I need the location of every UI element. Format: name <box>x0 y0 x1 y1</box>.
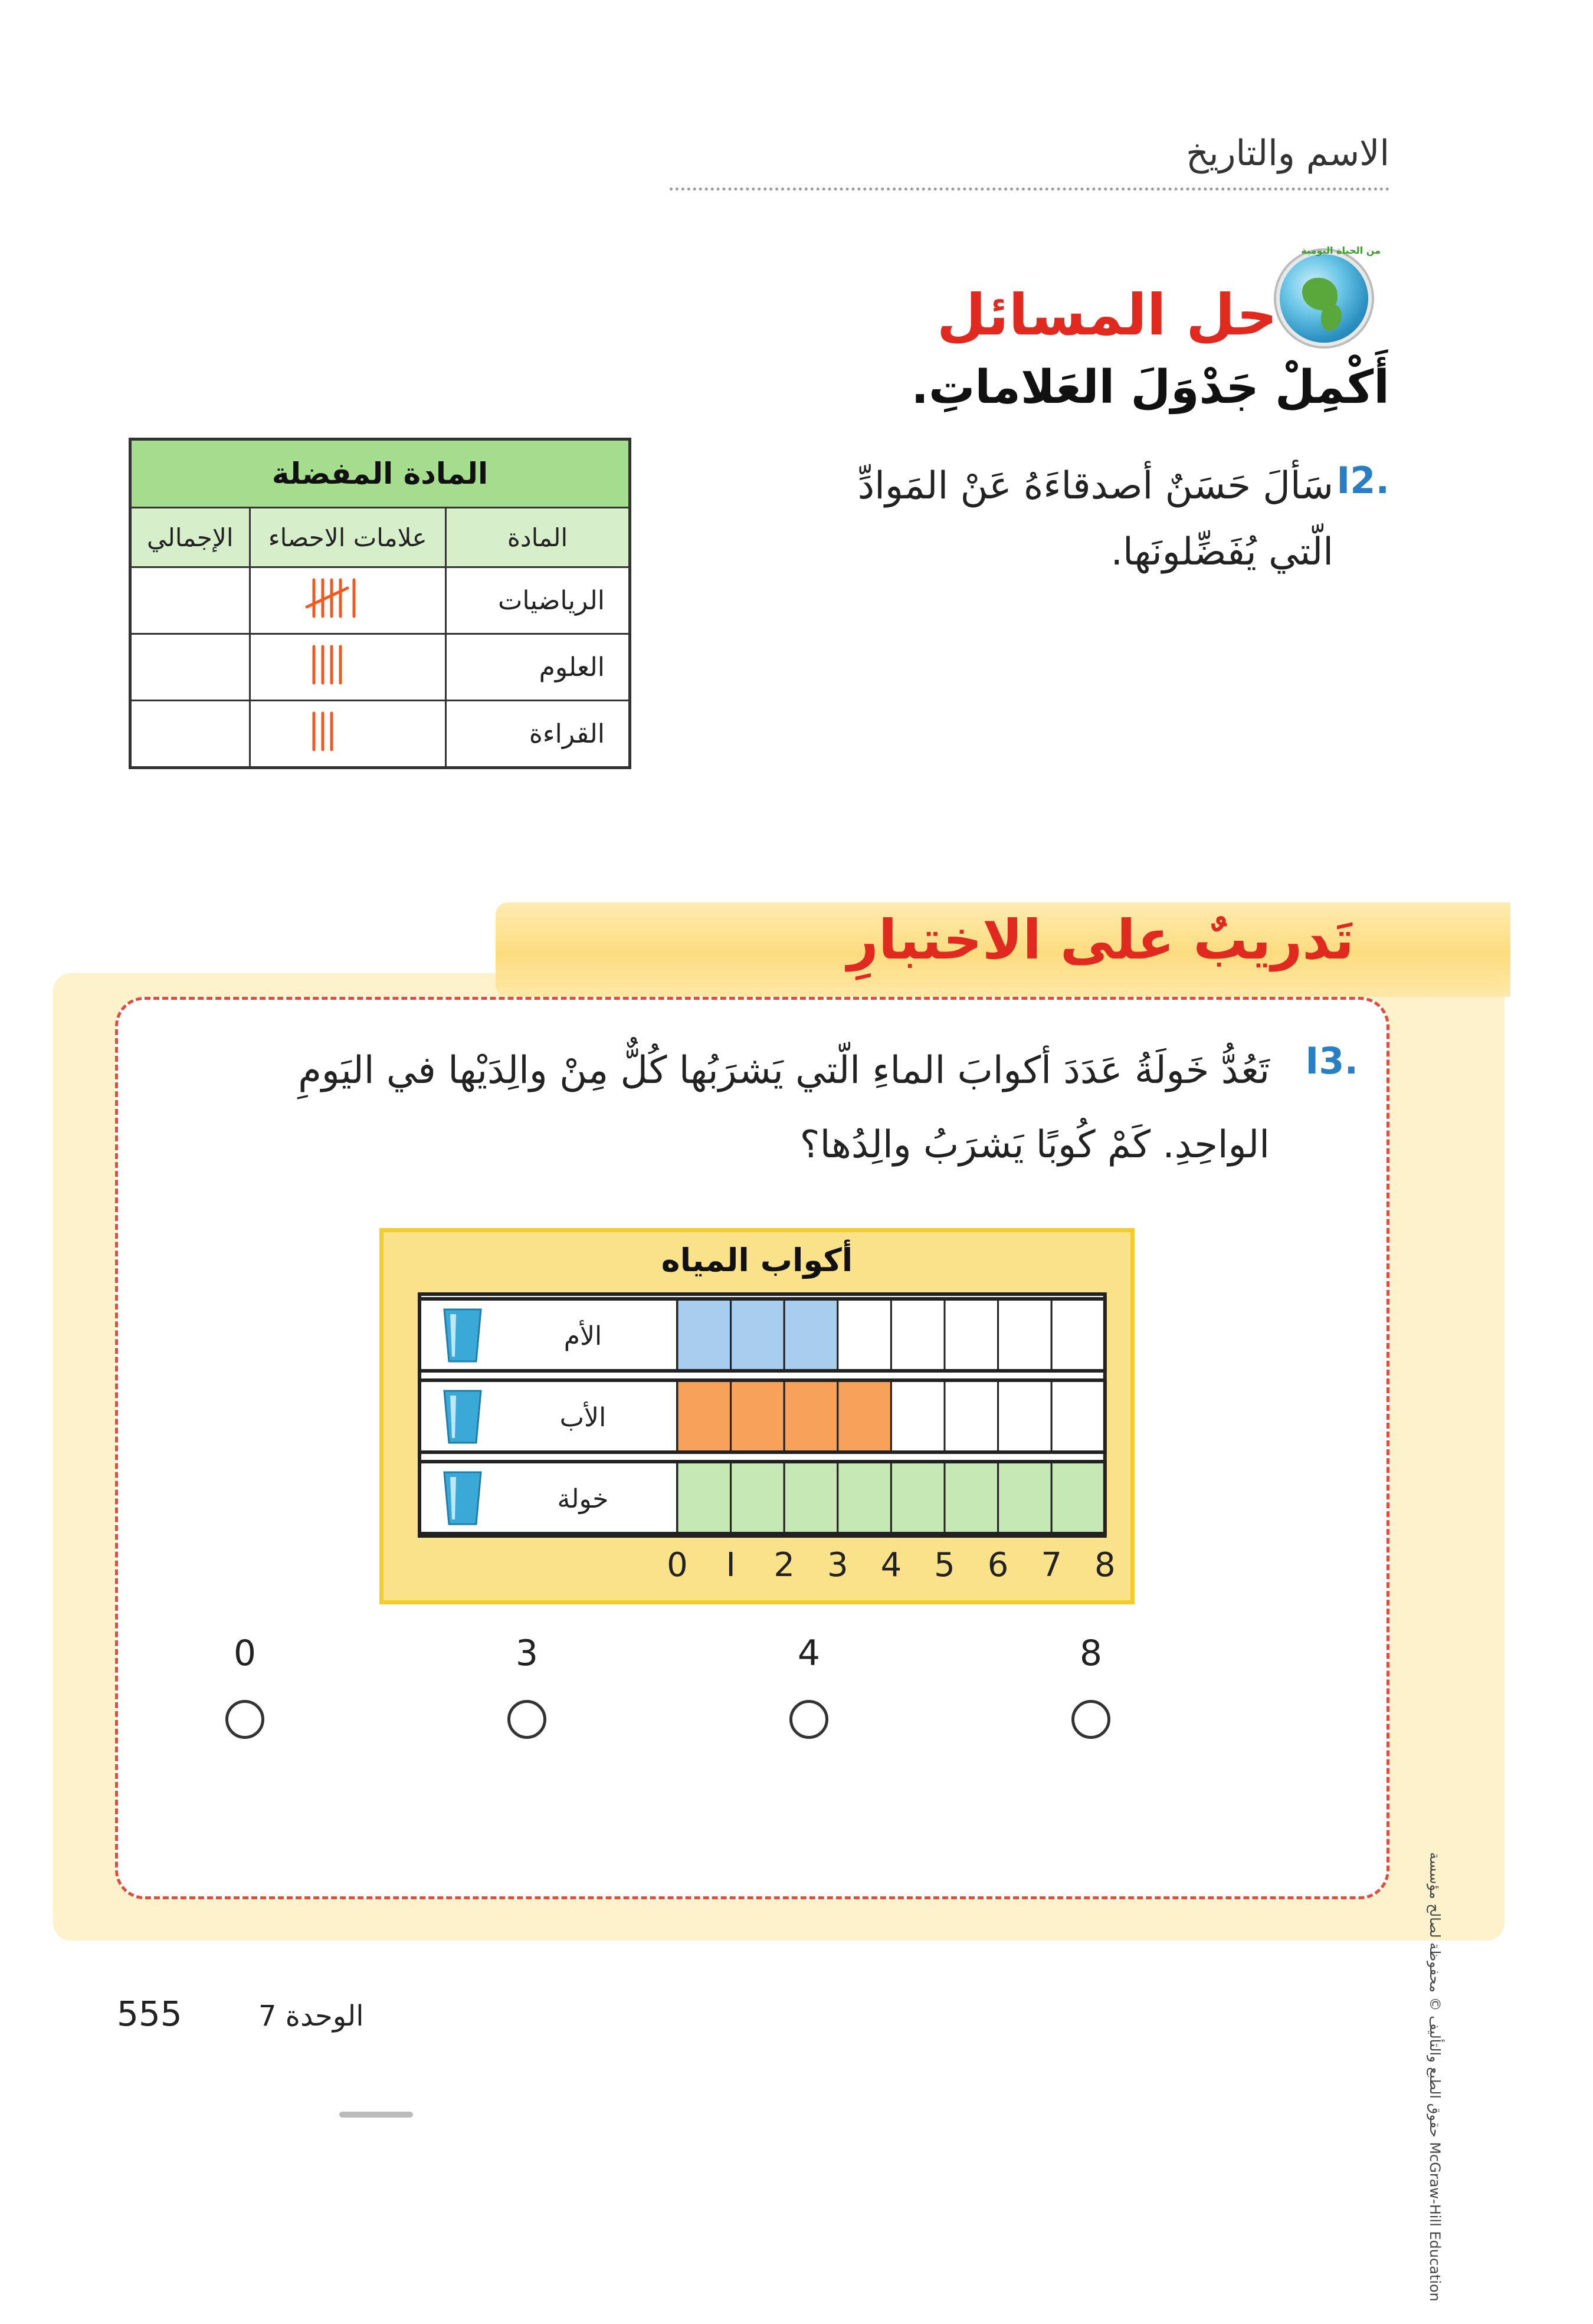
option-value: 0 <box>233 1633 257 1674</box>
column-header-subject: المادة <box>446 508 630 567</box>
bar-cell-filled <box>677 1299 731 1371</box>
water-glass-icon <box>444 1391 481 1443</box>
water-glass-icon <box>444 1309 481 1361</box>
name-date-line[interactable] <box>670 188 1389 191</box>
x-tick-label: 7 <box>1041 1546 1063 1584</box>
tally-marks <box>303 641 392 688</box>
bar-cell-filled <box>784 1299 838 1371</box>
option-8-radio[interactable] <box>1071 1700 1110 1739</box>
bar-cell-empty <box>998 1380 1052 1452</box>
bar-category-label: الأم <box>563 1321 602 1351</box>
x-tick-label: 0 <box>667 1546 688 1584</box>
table-row <box>130 567 630 634</box>
subject-cell: القراءة <box>446 701 630 768</box>
bar-cell-filled <box>731 1299 785 1371</box>
option-4-radio[interactable] <box>789 1700 828 1739</box>
option-value: 8 <box>1079 1633 1103 1674</box>
copyright-notice: حقوق الطبع والتأليف © محفوظة لصالح مؤسسة McGraw-Hill Education <box>1427 1852 1443 2302</box>
x-tick-label: 2 <box>773 1546 795 1584</box>
tally-marks-cell <box>250 701 446 768</box>
x-tick-label: 6 <box>987 1546 1009 1584</box>
x-tick-label: 5 <box>934 1546 955 1584</box>
table-row <box>130 634 630 701</box>
problem-solving-instruction: أَكْمِلْ جَدْوَلَ العَلاماتِ. <box>911 361 1389 414</box>
option-value: 4 <box>797 1633 821 1674</box>
x-tick-label: I <box>726 1546 736 1584</box>
chart-title: أكواب المياه <box>661 1242 853 1279</box>
bar-cell-filled <box>731 1462 785 1534</box>
bar-cell-empty <box>1051 1299 1105 1371</box>
subject-cell: العلوم <box>446 634 630 701</box>
bar-cell-empty <box>891 1299 945 1371</box>
subject-cell: الرياضيات <box>446 567 630 634</box>
water-cups-bar-chart <box>379 1228 1135 1604</box>
question-13-text: تَعُدُّ خَولَةُ عَدَدَ أكوابَ الماءِ الّتي يَشرَبُها كُلٌّ مِنْ والِدَيْها في اليَومِ الواحِدِ. كَمْ كُوبًا يَشرَبُ والِدُها؟ <box>298 1049 1270 1167</box>
tally-table-caption: المادة المفضلة <box>130 439 630 508</box>
x-tick-label: 4 <box>880 1546 902 1584</box>
question-12-text: سَألَ حَسَنٌ أصدقاءَهُ عَنْ المَوادِّ الّتي يُفَضِّلونَها. <box>857 464 1333 574</box>
bar-cell-filled <box>838 1380 891 1452</box>
bar-cell-filled <box>784 1462 838 1534</box>
water-glass-icon <box>444 1472 481 1524</box>
column-header-tally: علامات الاحصاء <box>250 508 446 567</box>
bar-cell-filled <box>677 1380 731 1452</box>
column-header-total: الإجمالي <box>130 508 250 567</box>
tally-marks <box>303 707 392 754</box>
bar-cell-empty <box>945 1299 998 1371</box>
globe-icon <box>1276 251 1372 346</box>
total-answer-cell[interactable] <box>130 634 250 701</box>
option-value: 3 <box>515 1633 539 1674</box>
bar-cell-empty <box>1051 1380 1105 1452</box>
bar-cell-filled <box>998 1462 1052 1534</box>
bar-cell-empty <box>838 1299 891 1371</box>
bar-cell-filled <box>838 1462 891 1534</box>
tally-table <box>129 438 631 769</box>
name-date-label: الاسم والتاريخ <box>1186 133 1389 174</box>
bar-cell-empty <box>891 1380 945 1452</box>
bar-cell-empty <box>998 1299 1052 1371</box>
globe-caption: من الحياة اليومية <box>1301 245 1381 256</box>
x-tick-label: 8 <box>1094 1546 1116 1584</box>
bar-cell-filled <box>784 1380 838 1452</box>
question-12-number: I2. <box>1336 459 1389 502</box>
tally-marks <box>303 574 392 621</box>
option-3-radio[interactable] <box>507 1700 546 1739</box>
bar-category-label: الأب <box>559 1403 607 1433</box>
tally-marks-cell <box>250 634 446 701</box>
tally-marks-cell <box>250 567 446 634</box>
bar-cell-empty <box>945 1380 998 1452</box>
unit-label: الوحدة 7 <box>258 2000 364 2033</box>
problem-solving-title: حل المسائل <box>936 282 1277 348</box>
total-answer-cell[interactable] <box>130 701 250 768</box>
table-row <box>130 701 630 768</box>
bar-cell-filled <box>945 1462 998 1534</box>
bar-cell-filled <box>677 1462 731 1534</box>
question-13-number: I3. <box>1305 1039 1358 1082</box>
scroll-indicator[interactable] <box>339 2112 413 2118</box>
bar-cell-filled <box>891 1462 945 1534</box>
total-answer-cell[interactable] <box>130 567 250 634</box>
option-0-radio[interactable] <box>225 1700 264 1739</box>
bar-cell-filled <box>1051 1462 1105 1534</box>
x-tick-label: 3 <box>827 1546 848 1584</box>
bar-category-label: خولة <box>557 1484 609 1514</box>
bar-cell-filled <box>731 1380 785 1452</box>
page-number: 555 <box>117 1994 182 2034</box>
test-practice-title: تَدريبٌ على الاختبارِ <box>847 908 1354 971</box>
